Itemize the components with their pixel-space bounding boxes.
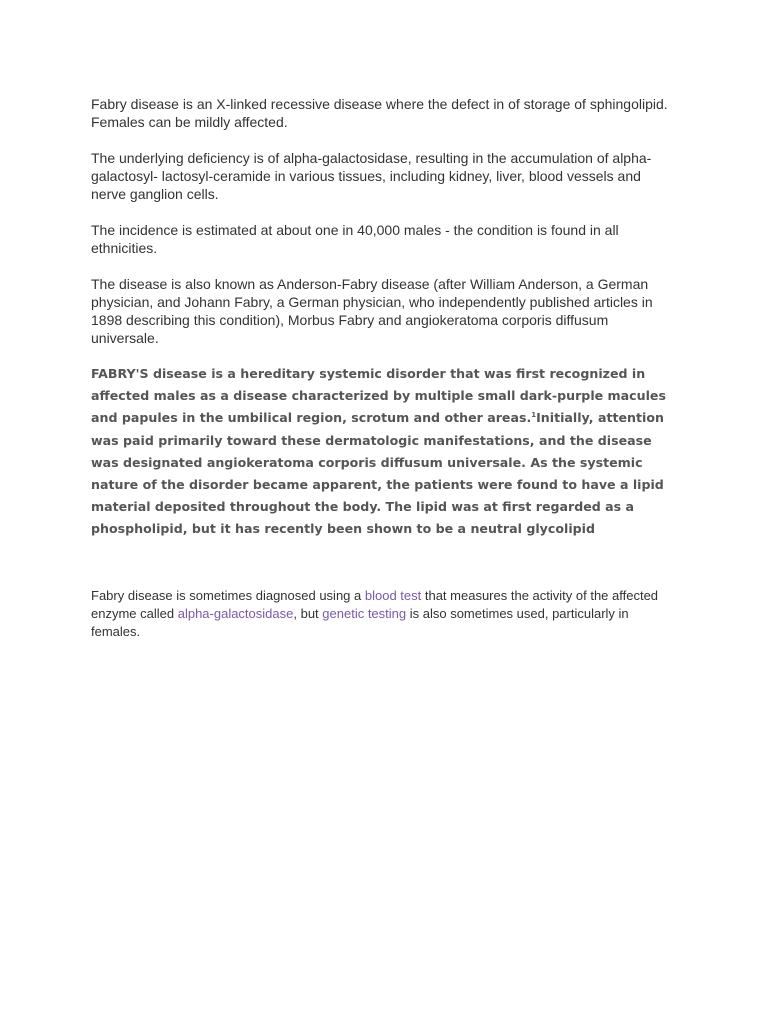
quote-text-start: FABRY'S disease is a hereditary systemic disorder that was first recognized in affected males as a disease characterized by multiple small dark-purple macules and papules in the umbilical region, scrotum and other areas.: [91, 366, 666, 426]
genetic-testing-link[interactable]: genetic testing: [322, 605, 407, 621]
paragraph-incidence: The incidence is estimated at about one in 40,000 males - the condition is found in all ethnicities.: [91, 222, 619, 256]
diagnosis-text-3: , but: [293, 605, 323, 621]
blood-test-link[interactable]: blood test: [364, 587, 422, 603]
paragraph-deficiency: The underlying deficiency is of alpha-galactosidase, resulting in the accumulation of alpha-galactosyl- lactosyl-ceramide in various tissues, including kidney, liver, blood vessels and nerve ganglion cells.: [91, 150, 652, 202]
quoted-excerpt: [91, 363, 671, 541]
document-page: [91, 95, 671, 641]
quote-text-end: Initially, attention was paid primarily toward these dermatologic manifestations, and the disease was designated angiokeratoma corporis diffusum universale. As the systemic nature of the disorder became apparent, the patients were found to have a lipid material deposited throughout the body. The lipid was at first regarded as a phospholipid, but it has recently been shown to be a neutral glycolipid: [91, 410, 664, 537]
footnote-marker: 1: [531, 411, 537, 420]
paragraph-diagnosis: [91, 587, 671, 641]
diagnosis-text-2: that measures the activity of the affected enzyme called: [91, 587, 659, 621]
diagnosis-text-1: Fabry disease is sometimes diagnosed using a: [91, 587, 365, 603]
diagnosis-text-4: is also sometimes used, particularly in females.: [91, 605, 629, 639]
paragraph-history: The disease is also known as Anderson-Fabry disease (after William Anderson, a German physician, and Johann Fabry, a German physician, who independently published articles in 1898 describing this condition), Morbus Fabry and angiokeratoma corporis diffusum universale.: [91, 276, 653, 346]
paragraph-definition: Fabry disease is an X-linked recessive disease where the defect in of storage of sphingolipid. Females can be mildly affected.: [91, 96, 668, 130]
alpha-galactosidase-link[interactable]: alpha-galactosidase: [177, 605, 294, 621]
